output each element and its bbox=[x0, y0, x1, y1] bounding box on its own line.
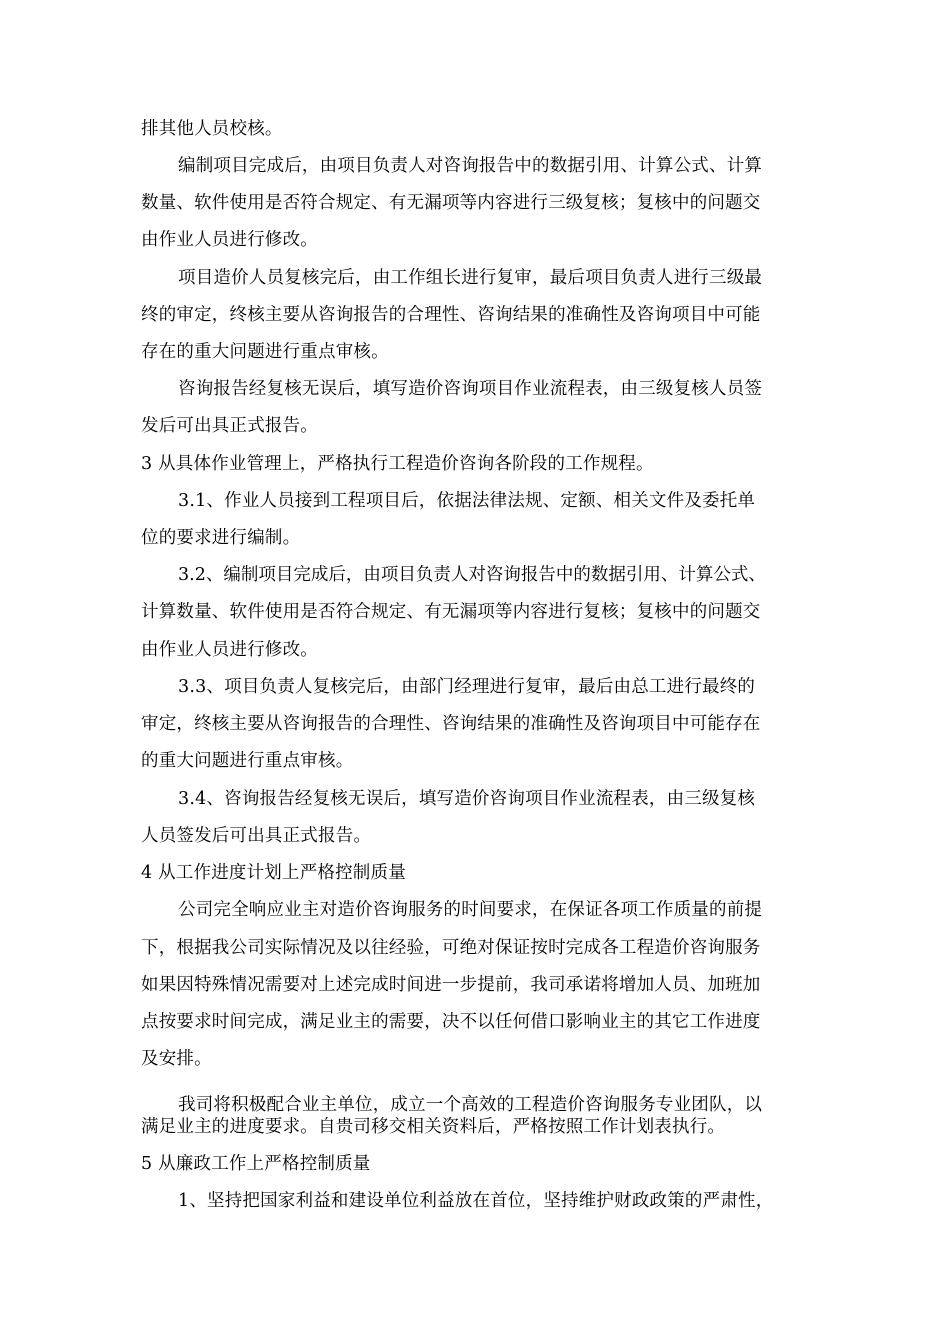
text-line: 满足业主的进度要求。自贵司移交相关资料后，严格按照工作计划表执行。 bbox=[141, 1117, 726, 1137]
text-line: 及安排。 bbox=[141, 1049, 212, 1069]
text-line: 我司将积极配合业主单位，成立一个高效的工程造价咨询服务专业团队，以 bbox=[178, 1095, 763, 1115]
text-line: 项目造价人员复核完后，由工作组长进行复审，最后项目负责人进行三级最 bbox=[178, 268, 763, 288]
section-heading: 5 从廉政工作上严格控制质量 bbox=[141, 1154, 371, 1174]
text-line: 咨询报告经复核无误后，填写造价咨询项目作业流程表，由三级复核人员签 bbox=[178, 379, 763, 399]
text-line: 数量、软件使用是否符合规定、有无漏项等内容进行三级复核；复核中的问题交 bbox=[141, 193, 761, 213]
text-line: 的重大问题进行重点审核。 bbox=[141, 751, 354, 771]
text-line: 公司完全响应业主对造价咨询服务的时间要求，在保证各项工作质量的前提 bbox=[178, 900, 763, 920]
text-line: 排其他人员校核。 bbox=[141, 119, 283, 139]
text-line: 由作业人员进行修改。 bbox=[141, 640, 318, 660]
text-line: 发后可出具正式报告。 bbox=[141, 416, 318, 436]
text-line: 1、坚持把国家利益和建设单位利益放在首位，坚持维护财政政策的严肃性， bbox=[178, 1191, 774, 1211]
text-line: 3.1、作业人员接到工程项目后，依据法律法规、定额、相关文件及委托单 bbox=[178, 491, 756, 511]
text-line: 存在的重大问题进行重点审核。 bbox=[141, 342, 389, 362]
text-line: 3.4、咨询报告经复核无误后，填写造价咨询项目作业流程表，由三级复核 bbox=[178, 789, 756, 809]
text-line: 下，根据我公司实际情况及以往经验，可绝对保证按时完成各工程造价咨询服务 bbox=[141, 938, 761, 958]
text-line: 计算数量、软件使用是否符合规定、有无漏项等内容进行复核；复核中的问题交 bbox=[141, 602, 761, 622]
text-line: 3.3、项目负责人复核完后，由部门经理进行复审，最后由总工进行最终的 bbox=[178, 677, 756, 697]
section-heading: 3 从具体作业管理上，严格执行工程造价咨询各阶段的工作规程。 bbox=[141, 454, 654, 474]
text-line: 终的审定，终核主要从咨询报告的合理性、咨询结果的准确性及咨询项目中可能 bbox=[141, 305, 761, 325]
text-line: 3.2、编制项目完成后，由项目负责人对咨询报告中的数据引用、计算公式、 bbox=[178, 565, 766, 585]
text-line: 点按要求时间完成，满足业主的需要，决不以任何借口影响业主的其它工作进度 bbox=[141, 1012, 761, 1032]
text-line: 编制项目完成后，由项目负责人对咨询报告中的数据引用、计算公式、计算 bbox=[178, 156, 763, 176]
text-line: 如果因特殊情况需要对上述完成时间进一步提前，我司承诺将增加人员、加班加 bbox=[141, 975, 761, 995]
text-line: 人员签发后可出具正式报告。 bbox=[141, 826, 372, 846]
text-line: 由作业人员进行修改。 bbox=[141, 230, 318, 250]
text-line: 位的要求进行编制。 bbox=[141, 528, 301, 548]
section-heading: 4 从工作进度计划上严格控制质量 bbox=[141, 863, 406, 883]
text-line: 审定，终核主要从咨询报告的合理性、咨询结果的准确性及咨询项目中可能存在 bbox=[141, 714, 761, 734]
